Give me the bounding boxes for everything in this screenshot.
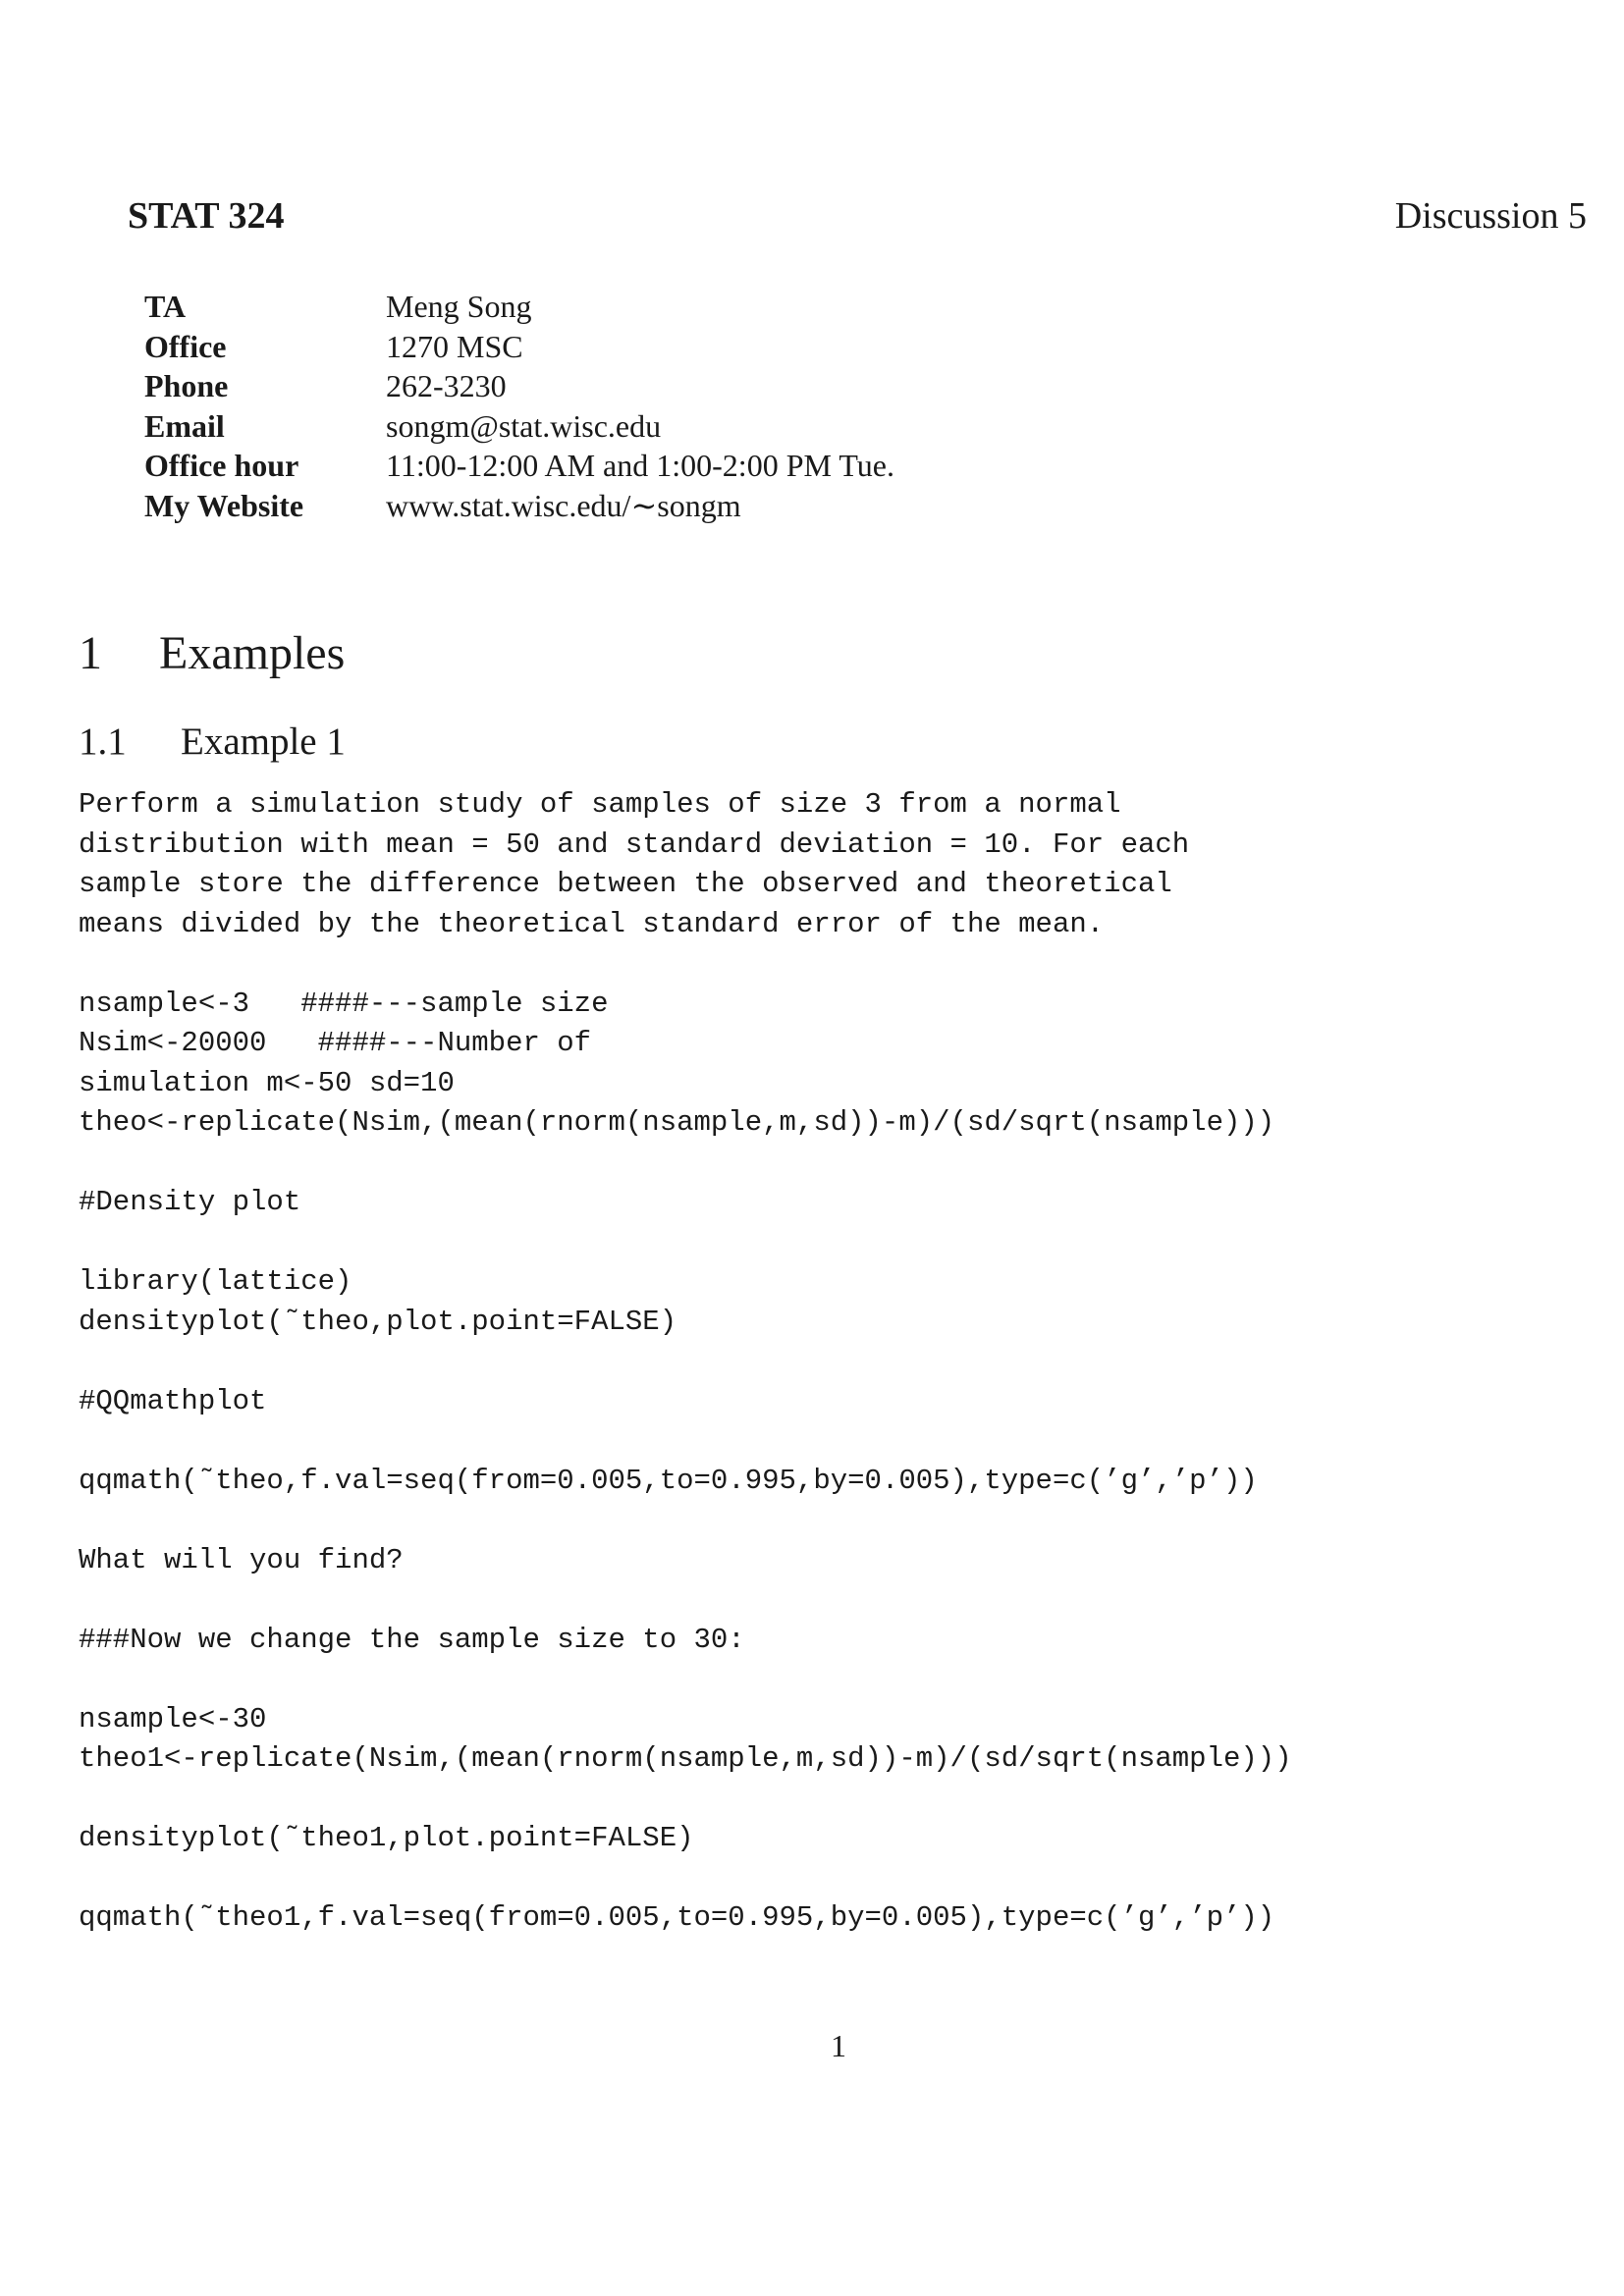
blank-line (79, 1859, 1551, 1899)
info-value: Meng Song (386, 289, 532, 324)
text-line: means divided by the theoretical standard error of the mean. (79, 907, 1105, 940)
text-line: Perform a simulation study of samples of size 3 from a normal (79, 788, 1121, 821)
info-key: Email (144, 407, 225, 444)
page-number: 1 (831, 2028, 846, 2063)
section-number: 1 (79, 627, 102, 679)
blank-line (79, 1580, 1551, 1621)
info-row-website (144, 486, 894, 526)
section-heading (79, 624, 345, 683)
info-key: My Website (144, 487, 304, 523)
code-comment-line: #Density plot (79, 1186, 301, 1218)
blank-line (79, 1780, 1551, 1820)
code-line: theo<-replicate(Nsim,(mean(rnorm(nsample,m,sd))-m)/(sd/sqrt(nsample))) (79, 1106, 1275, 1139)
info-value: 1270 MSC (386, 328, 523, 364)
blank-line (79, 1660, 1551, 1700)
code-line: nsample<-30 (79, 1702, 267, 1735)
subsection-number: 1.1 (79, 721, 127, 763)
code-line: Nsim<-20000 ####---Number of (79, 1027, 592, 1059)
info-row-phone (144, 366, 894, 406)
info-value: 262-3230 (386, 368, 507, 403)
question-line: What will you find? (79, 1543, 404, 1576)
info-value: www.stat.wisc.edu/∼songm (386, 487, 741, 523)
blank-line (79, 1144, 1551, 1184)
example-body (79, 785, 1551, 1939)
blank-line (79, 1223, 1551, 1263)
text-line: sample store the difference between the observed and theoretical (79, 868, 1172, 900)
discussion-title: Discussion 5 (1394, 195, 1587, 237)
code-line: theo1<-replicate(Nsim,(mean(rnorm(nsample,m,sd))-m)/(sd/sqrt(nsample))) (79, 1742, 1292, 1775)
info-row-office (144, 327, 894, 367)
info-row-office-hour (144, 446, 894, 486)
blank-line (79, 1342, 1551, 1382)
code-line: qqmath(˜theo,f.val=seq(from=0.005,to=0.995,by=0.005),type=c(’g’,’p’)) (79, 1464, 1258, 1497)
info-key: Phone (144, 368, 229, 403)
code-line: nsample<-3 ####---sample size (79, 987, 609, 1020)
code-line: qqmath(˜theo1,f.val=seq(from=0.005,to=0.995,by=0.005),type=c(’g’,’p’)) (79, 1901, 1275, 1934)
course-title: STAT 324 (128, 195, 285, 237)
info-key: TA (144, 289, 187, 324)
code-line: library(lattice) (79, 1265, 352, 1298)
blank-line (79, 944, 1551, 985)
subsection-title-text: Example 1 (181, 721, 346, 763)
blank-line (79, 1421, 1551, 1462)
blank-line (79, 1501, 1551, 1541)
code-comment-line: #QQmathplot (79, 1384, 267, 1417)
code-line: simulation m<-50 sd=10 (79, 1066, 455, 1099)
code-comment-line: ###Now we change the sample size to 30: (79, 1623, 745, 1656)
info-value: songm@stat.wisc.edu (386, 407, 662, 444)
code-line: densityplot(˜theo,plot.point=FALSE) (79, 1305, 677, 1338)
info-row-email (144, 406, 894, 447)
subsection-heading (79, 719, 346, 766)
info-key: Office hour (144, 448, 299, 483)
ta-info-table (144, 287, 894, 525)
info-row-ta (144, 287, 894, 327)
section-title-text: Examples (159, 627, 346, 679)
info-value: 11:00-12:00 AM and 1:00-2:00 PM Tue. (386, 448, 894, 483)
code-line: densityplot(˜theo1,plot.point=FALSE) (79, 1822, 694, 1854)
info-key: Office (144, 328, 227, 364)
text-line: distribution with mean = 50 and standard deviation = 10. For each (79, 828, 1190, 861)
